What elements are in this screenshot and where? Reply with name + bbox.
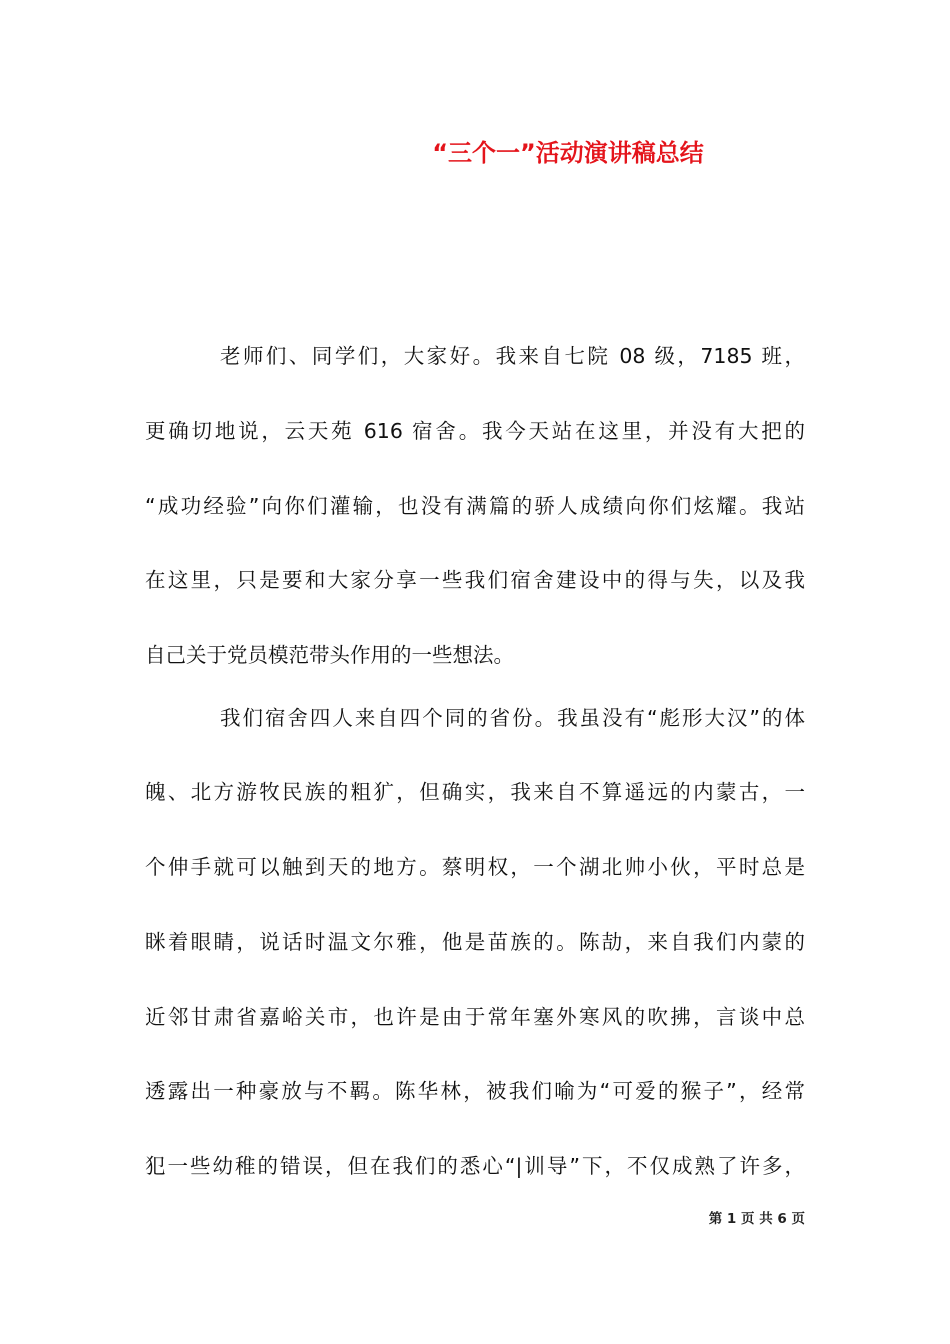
paragraph-2-line-5: 近邻甘肃省嘉峪关市，也许是由于常年塞外寒风的吹拂，言谈中总 — [145, 1005, 805, 1029]
document-title-text: “三个一”活动演讲稿总结 — [432, 139, 704, 167]
paragraph-2-line-6: 透露出一种豪放与不羁。陈华林，被我们喻为“可爱的猴子”，经常 — [145, 1079, 805, 1103]
document-title — [0, 133, 950, 168]
paragraph-2-line-2: 魄、北方游牧民族的粗犷，但确实，我来自不算遥远的内蒙古，一 — [145, 780, 805, 804]
paragraph-2-line-4: 眯着眼睛，说话时温文尔雅，他是苗族的。陈劼，来自我们内蒙的 — [145, 930, 805, 954]
page-number-footer: 第 1 页 共 6 页 — [708, 1211, 805, 1227]
paragraph-1-line-1: 老师们、同学们，大家好。我来自七院 08 级，7185 班， — [220, 344, 805, 368]
paragraph-1-line-5: 自己关于党员模范带头作用的一些想法。 — [145, 643, 514, 667]
paragraph-1-line-3: “成功经验”向你们灌输，也没有满篇的骄人成绩向你们炫耀。我站 — [145, 494, 805, 518]
paragraph-1-line-2: 更确切地说，云天苑 616 宿舍。我今天站在这里，并没有大把的 — [145, 419, 805, 443]
paragraph-1-line-4: 在这里，只是要和大家分享一些我们宿舍建设中的得与失，以及我 — [145, 568, 805, 592]
paragraph-2-line-3: 个伸手就可以触到天的地方。蔡明权，一个湖北帅小伙，平时总是 — [145, 855, 805, 879]
paragraph-2-line-1: 我们宿舍四人来自四个同的省份。我虽没有“彪形大汉”的体 — [220, 706, 805, 730]
paragraph-2-line-7: 犯一些幼稚的错误，但在我们的悉心“|训导”下，不仅成熟了许多， — [145, 1154, 805, 1178]
